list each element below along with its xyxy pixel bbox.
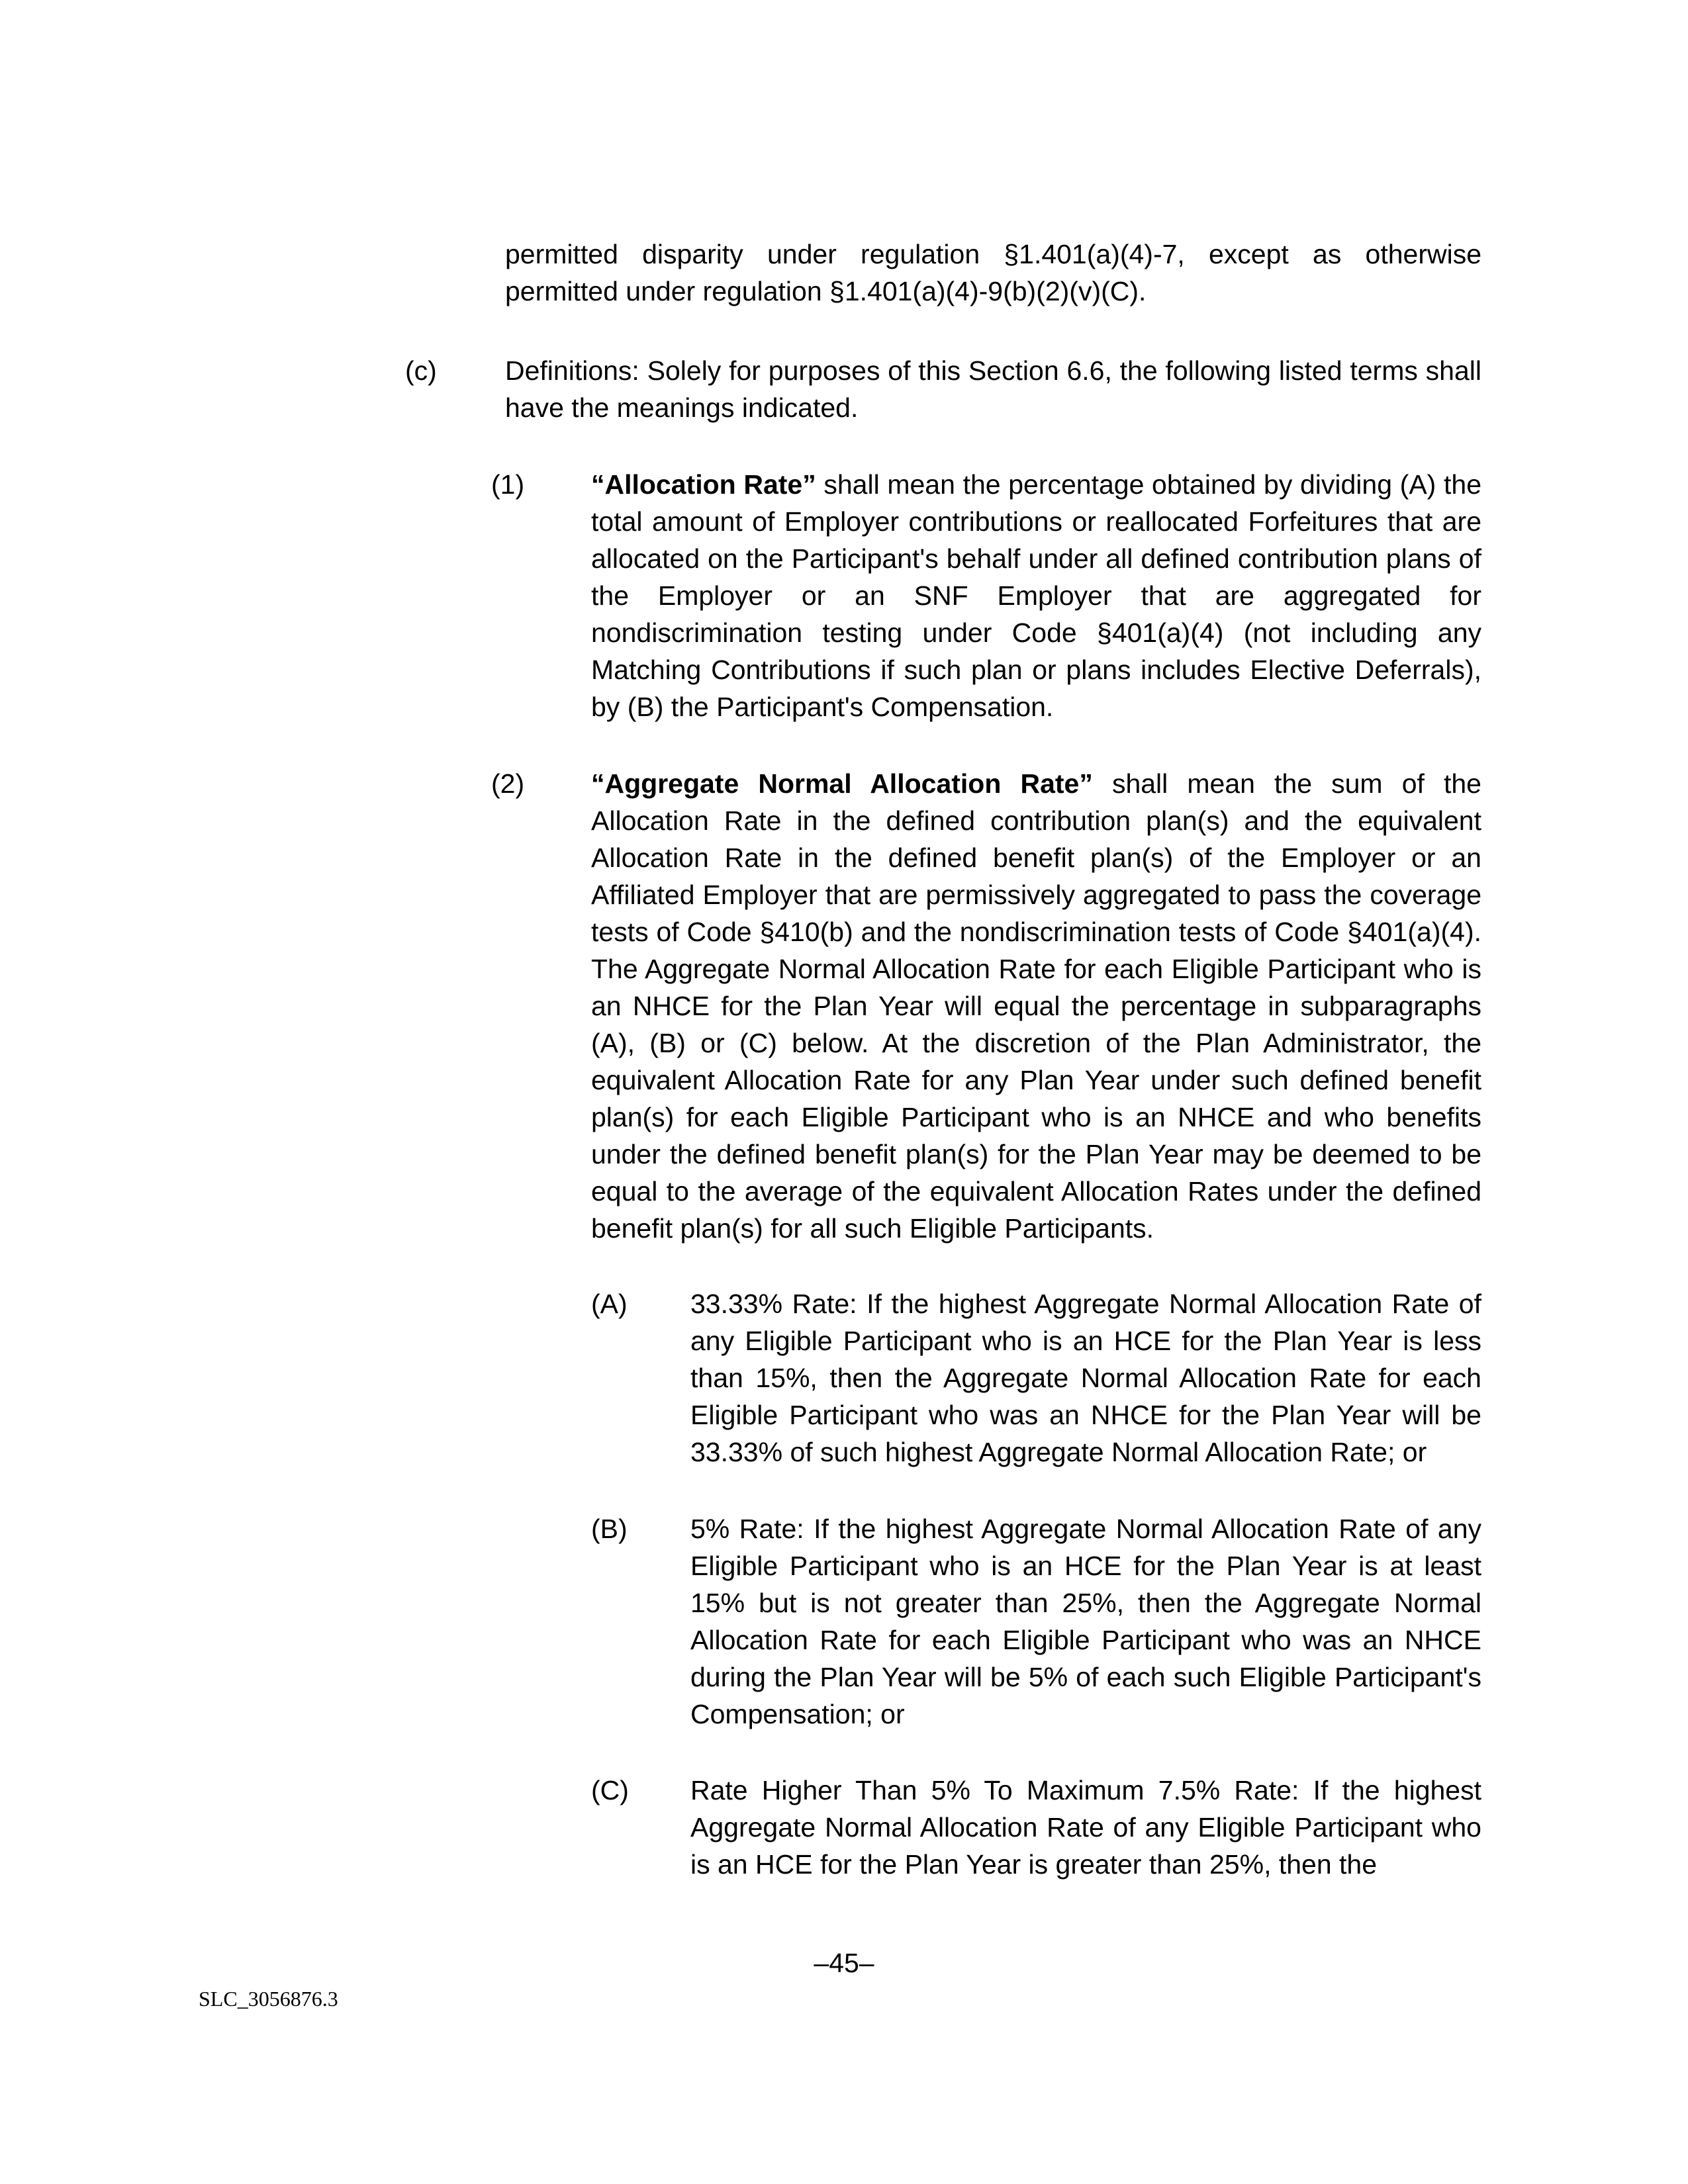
term-aggregate-normal-allocation-rate: “Aggregate Normal Allocation Rate” (591, 768, 1093, 799)
item-1-text: shall mean the percentage obtained by dividing (A) the total amount of Employer contributions or reallocated Forfeitures that are allocated on the Participant's behalf under all defined contribution plans of the Employer or an SNF Employer that are aggregated for nondiscrimination testing under Code §401(a)(4) (not including any Matching Contributions if such plan or plans includes Elective Deferrals), by (B) the Participant's Compensation. (591, 469, 1481, 722)
sub-c-text: Rate Higher Than 5% To Maximum 7.5% Rate: If the highest Aggregate Normal Allocation Rate of any Eligible Participant who is an HCE for the Plan Year is greater than 25%, then the (690, 1775, 1481, 1880)
term-allocation-rate: “Allocation Rate” (591, 469, 816, 500)
item-2-label: (2) (491, 768, 525, 799)
sub-b-text: 5% Rate: If the highest Aggregate Normal Allocation Rate of any Eligible Participant who is an HCE for the Plan Year is at least 15% but is not greater than 25%, then the Aggregate Normal Allocation Rate for each Eligible Participant who was an NHCE during the Plan Year will be 5% of each such Eligible Participant's Compensation; or (690, 1514, 1481, 1729)
continuation-paragraph: permitted disparity under regulation §1.401(a)(4)-7, except as otherwise permitted under regulation §1.401(a)(4)-9(b)(2)(v)(C). (505, 239, 1481, 306)
sub-b-label: (B) (591, 1514, 628, 1544)
item-1-allocation-rate (591, 466, 1481, 725)
section-c-label: (c) (405, 355, 437, 386)
item-2-text: shall mean the sum of the Allocation Rate in the defined contribution plan(s) and the equivalent Allocation Rate in the defined benefit plan(s) of the Employer or an Affiliated Employer that are permissively aggregated to pass the coverage tests of Code §410(b) and the nondiscrimination tests of Code §401(a)(4). The Aggregate Normal Allocation Rate for each Eligible Participant who is an NHCE for the Plan Year will equal the percentage in subparagraphs (A), (B) or (C) below. At the discretion of the Plan Administrator, the equivalent Allocation Rate for any Plan Year under such defined benefit plan(s) for each Eligible Participant who is an NHCE and who benefits under the defined benefit plan(s) for the Plan Year may be deemed to be equal to the average of the equivalent Allocation Rates under the defined benefit plan(s) for all such Eligible Participants. (591, 768, 1481, 1244)
page-number: –45– (814, 1948, 874, 1978)
sub-c-label: (C) (591, 1775, 629, 1805)
section-c-definitions: Definitions: Solely for purposes of this Section 6.6, the following listed terms shall have the meanings indicated. (505, 355, 1481, 423)
document-id: SLC_3056876.3 (199, 1987, 338, 2011)
item-2-aggregate-normal-allocation-rate (591, 765, 1481, 1247)
sub-a-label: (A) (591, 1289, 628, 1319)
sub-a-text: 33.33% Rate: If the highest Aggregate Normal Allocation Rate of any Eligible Participant who is an HCE for the Plan Year is less than 15%, then the Aggregate Normal Allocation Rate for each Eligible Participant who was an NHCE for the Plan Year will be 33.33% of such highest Aggregate Normal Allocation Rate; or (690, 1289, 1481, 1467)
item-1-label: (1) (491, 469, 525, 500)
